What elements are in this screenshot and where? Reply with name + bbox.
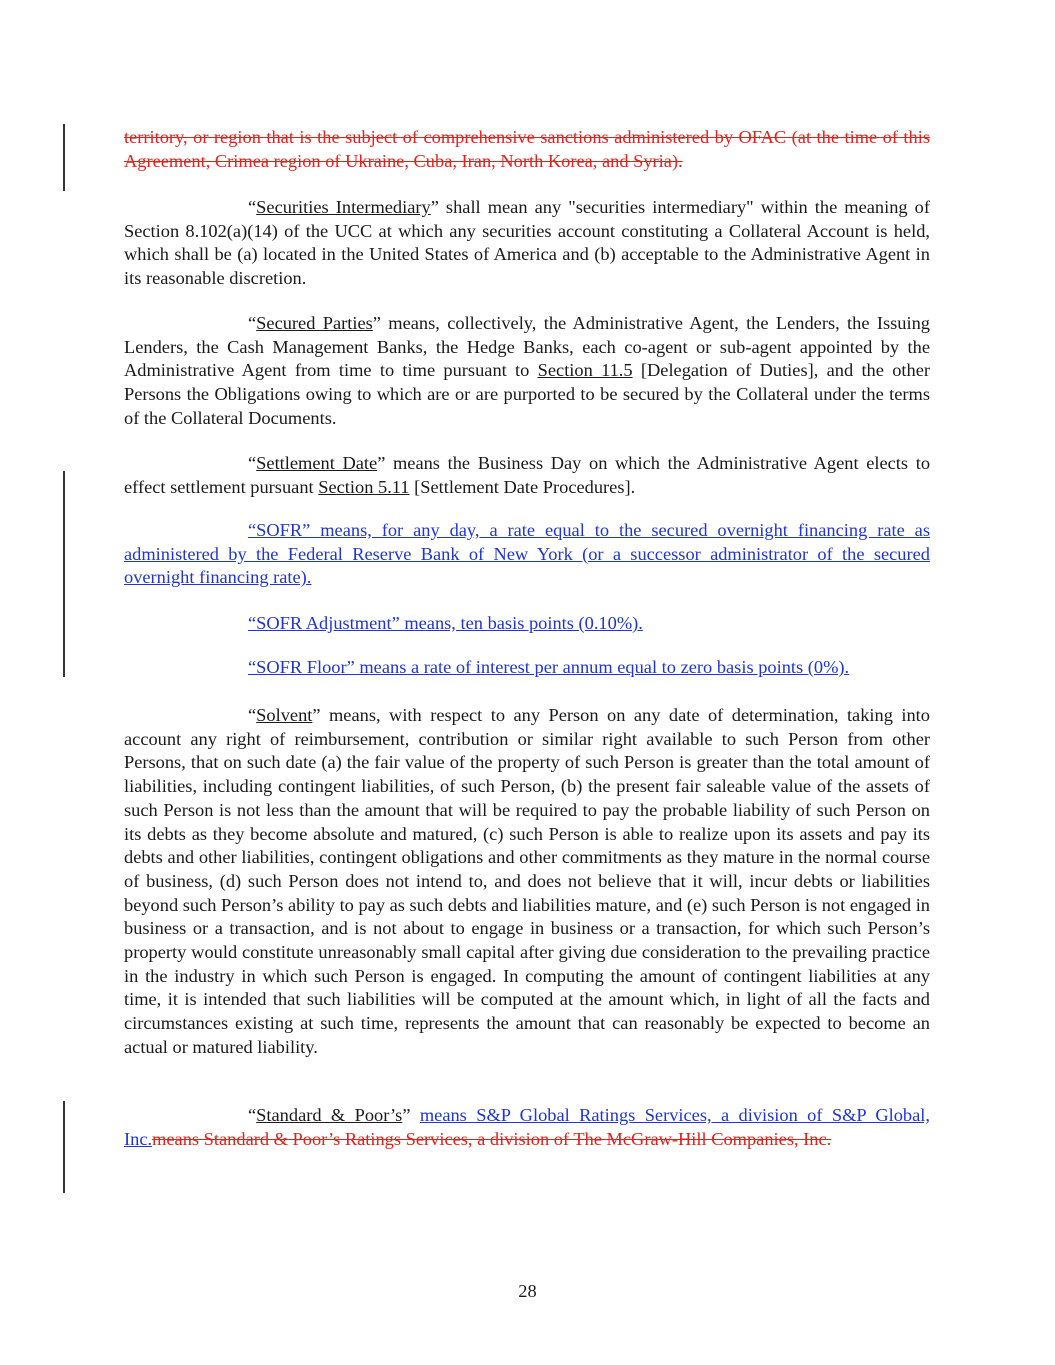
- inserted-text: means S&P Global Ratings Services, a division of S&P Global, Inc.: [124, 1105, 930, 1149]
- definition-standard-and-poors: “Standard & Poor’s” means S&P Global Ratings Services, a division of S&P Global, Inc.means Standard & Poor’s Ratings Services, a division of The McGraw-Hill Companies, Inc.: [124, 1105, 930, 1149]
- inserted-text: “SOFR” means, for any day, a rate equal to the secured overnight financing rate as administered by the Federal Reserve Bank of New York (or a successor administrator of the secured overnight financing rate).: [124, 520, 930, 588]
- definition-body: [Settlement Date Procedures].: [409, 476, 636, 497]
- definition-body: ” means the Business Day on which the Administrative Agent elects to effect settlement pursuant: [124, 453, 931, 497]
- definition-solvent: “Solvent” means, with respect to any Person on any date of determination, taking into account any right of reimbursement, contribution or similar right available to such Person from other Persons, that on such date (a) the fair value of the property of such Person is greater than the total amount of liabilities, including contingent liabilities, of such Person, (b) the present fair saleable value of the assets of such Person is not less than the amount that will be required to pay the probable liability of such Person on its debts as they become absolute and matured, (c) such Person is able to realize upon its assets and pay its debts and other liabilities, contingent obligations and other commitments as they mature in the normal course of business, (d) such Person does not intend to, and does not believe that it will, incur debts or liabilities beyond such Person’s ability to pay as such debts and liabilities mature, and (e) such Person is not engaged in business or a transaction, and is not about to engage in business or a transaction, for which such Person’s property would constitute unreasonably small capital after giving due consideration to the prevailing practice in the industry in which such Person is engaged. In computing the amount of contingent liabilities at any time, it is intended that such liabilities will be computed at the amount which, in light of all the facts and circumstances existing at such time, represents the amount that can reasonably be expected to become an actual or matured liability.: [124, 705, 930, 1057]
- definition-settlement-date: “Settlement Date” means the Business Day on which the Administrative Agent elects to effect settlement pursuant Section 5.11 [Settlement Date Procedures].: [124, 453, 931, 497]
- definition-body: ” shall mean any "securities intermediary" within the meaning of Section 8.102(a)(14) of the UCC at which any securities account constituting a Collateral Account is held, which shall be (a) located in the United States of America and (b) acceptable to the Administrative Agent in its reasonable discretion.: [124, 197, 930, 289]
- definition-sofr: [124, 519, 930, 590]
- definition-securities-intermediary: “Securities Intermediary” shall mean any "securities intermediary" within the meaning of Section 8.102(a)(14) of the UCC at which any securities account constituting a Collateral Account is held, which shall be (a) located in the United States of America and (b) acceptable to the Administrative Agent in its reasonable discretion.: [124, 197, 930, 289]
- section-reference: Section 5.11: [318, 476, 410, 497]
- defined-term: Securities Intermediary: [256, 197, 431, 217]
- definition-sofr-floor: [124, 656, 930, 680]
- definition-body: [Delegation of Duties], and the other Persons the Obligations owing to which are or are purported to be secured by the Collateral under the terms of the Collateral Documents.: [124, 360, 930, 428]
- change-bar: [63, 471, 65, 677]
- definition-body: ” means, with respect to any Person on any date of determination, taking into account any right of reimbursement, contribution or similar right available to such Person from other Persons, that on such date (a) the fair value of the property of such Person is greater than the total amount of liabilities, including contingent liabilities, of such Person, (b) the present fair saleable value of the assets of such Person is not less than the amount that will be required to pay the probable liability of such Person on its debts as they become absolute and matured, (c) such Person is able to realize upon its assets and pay its debts and other liabilities, contingent obligations and other commitments as they mature in the normal course of business, (d) such Person does not intend to, and does not believe that it will, incur debts or liabilities beyond such Person’s ability to pay as such debts and liabilities mature, and (e) such Person is not engaged in business or a transaction, and is not about to engage in business or a transaction, for which such Person’s property would constitute unreasonably small capital after giving due consideration to the prevailing practice in the industry in which such Person is engaged. In computing the amount of contingent liabilities at any time, it is intended that such liabilities will be computed at the amount which, in light of all the facts and circumstances existing at such time, represents the amount that can reasonably be expected to become an actual or matured liability.: [124, 705, 930, 1057]
- change-bar: [63, 1101, 65, 1193]
- deleted-text: territory, or region that is the subject of comprehensive sanctions administered by OFAC (at the time of this Agreement, Crimea region of Ukraine, Cuba, Iran, North Korea, and Syria).: [124, 127, 930, 171]
- definition-secured-parties: “Secured Parties” means, collectively, the Administrative Agent, the Lenders, the Issuing Lenders, the Cash Management Banks, the Hedge Banks, each co-agent or sub-agent appointed by the Administrative Agent from time to time pursuant to Section 11.5 [Delegation of Duties], and the other Persons the Obligations owing to which are or are purported to be secured by the Collateral under the terms of the Collateral Documents.: [124, 313, 930, 428]
- defined-term: Secured Parties: [256, 313, 373, 333]
- inserted-text: “SOFR Adjustment” means, ten basis points (0.10%).: [248, 613, 643, 633]
- defined-term: Settlement Date: [256, 453, 378, 473]
- deleted-paragraph: [124, 126, 930, 173]
- defined-term: Standard & Poor’s: [256, 1105, 403, 1125]
- inserted-text: “SOFR Floor” means a rate of interest per annum equal to zero basis points (0%).: [248, 657, 850, 677]
- change-bar: [63, 124, 65, 191]
- definition-sofr-adjustment: [124, 612, 930, 636]
- page-number: 28: [518, 1281, 537, 1301]
- definition-body: ” means, collectively, the Administrative Agent, the Lenders, the Issuing Lenders, the Cash Management Banks, the Hedge Banks, each co-agent or sub-agent appointed by the Administrative Agent from time to time pursuant to: [124, 313, 930, 381]
- deleted-text: means Standard & Poor’s Ratings Services, a division of The McGraw-Hill Companies, Inc.: [152, 1128, 832, 1149]
- section-reference: Section 11.5: [537, 360, 633, 381]
- defined-term: Solvent: [256, 705, 313, 725]
